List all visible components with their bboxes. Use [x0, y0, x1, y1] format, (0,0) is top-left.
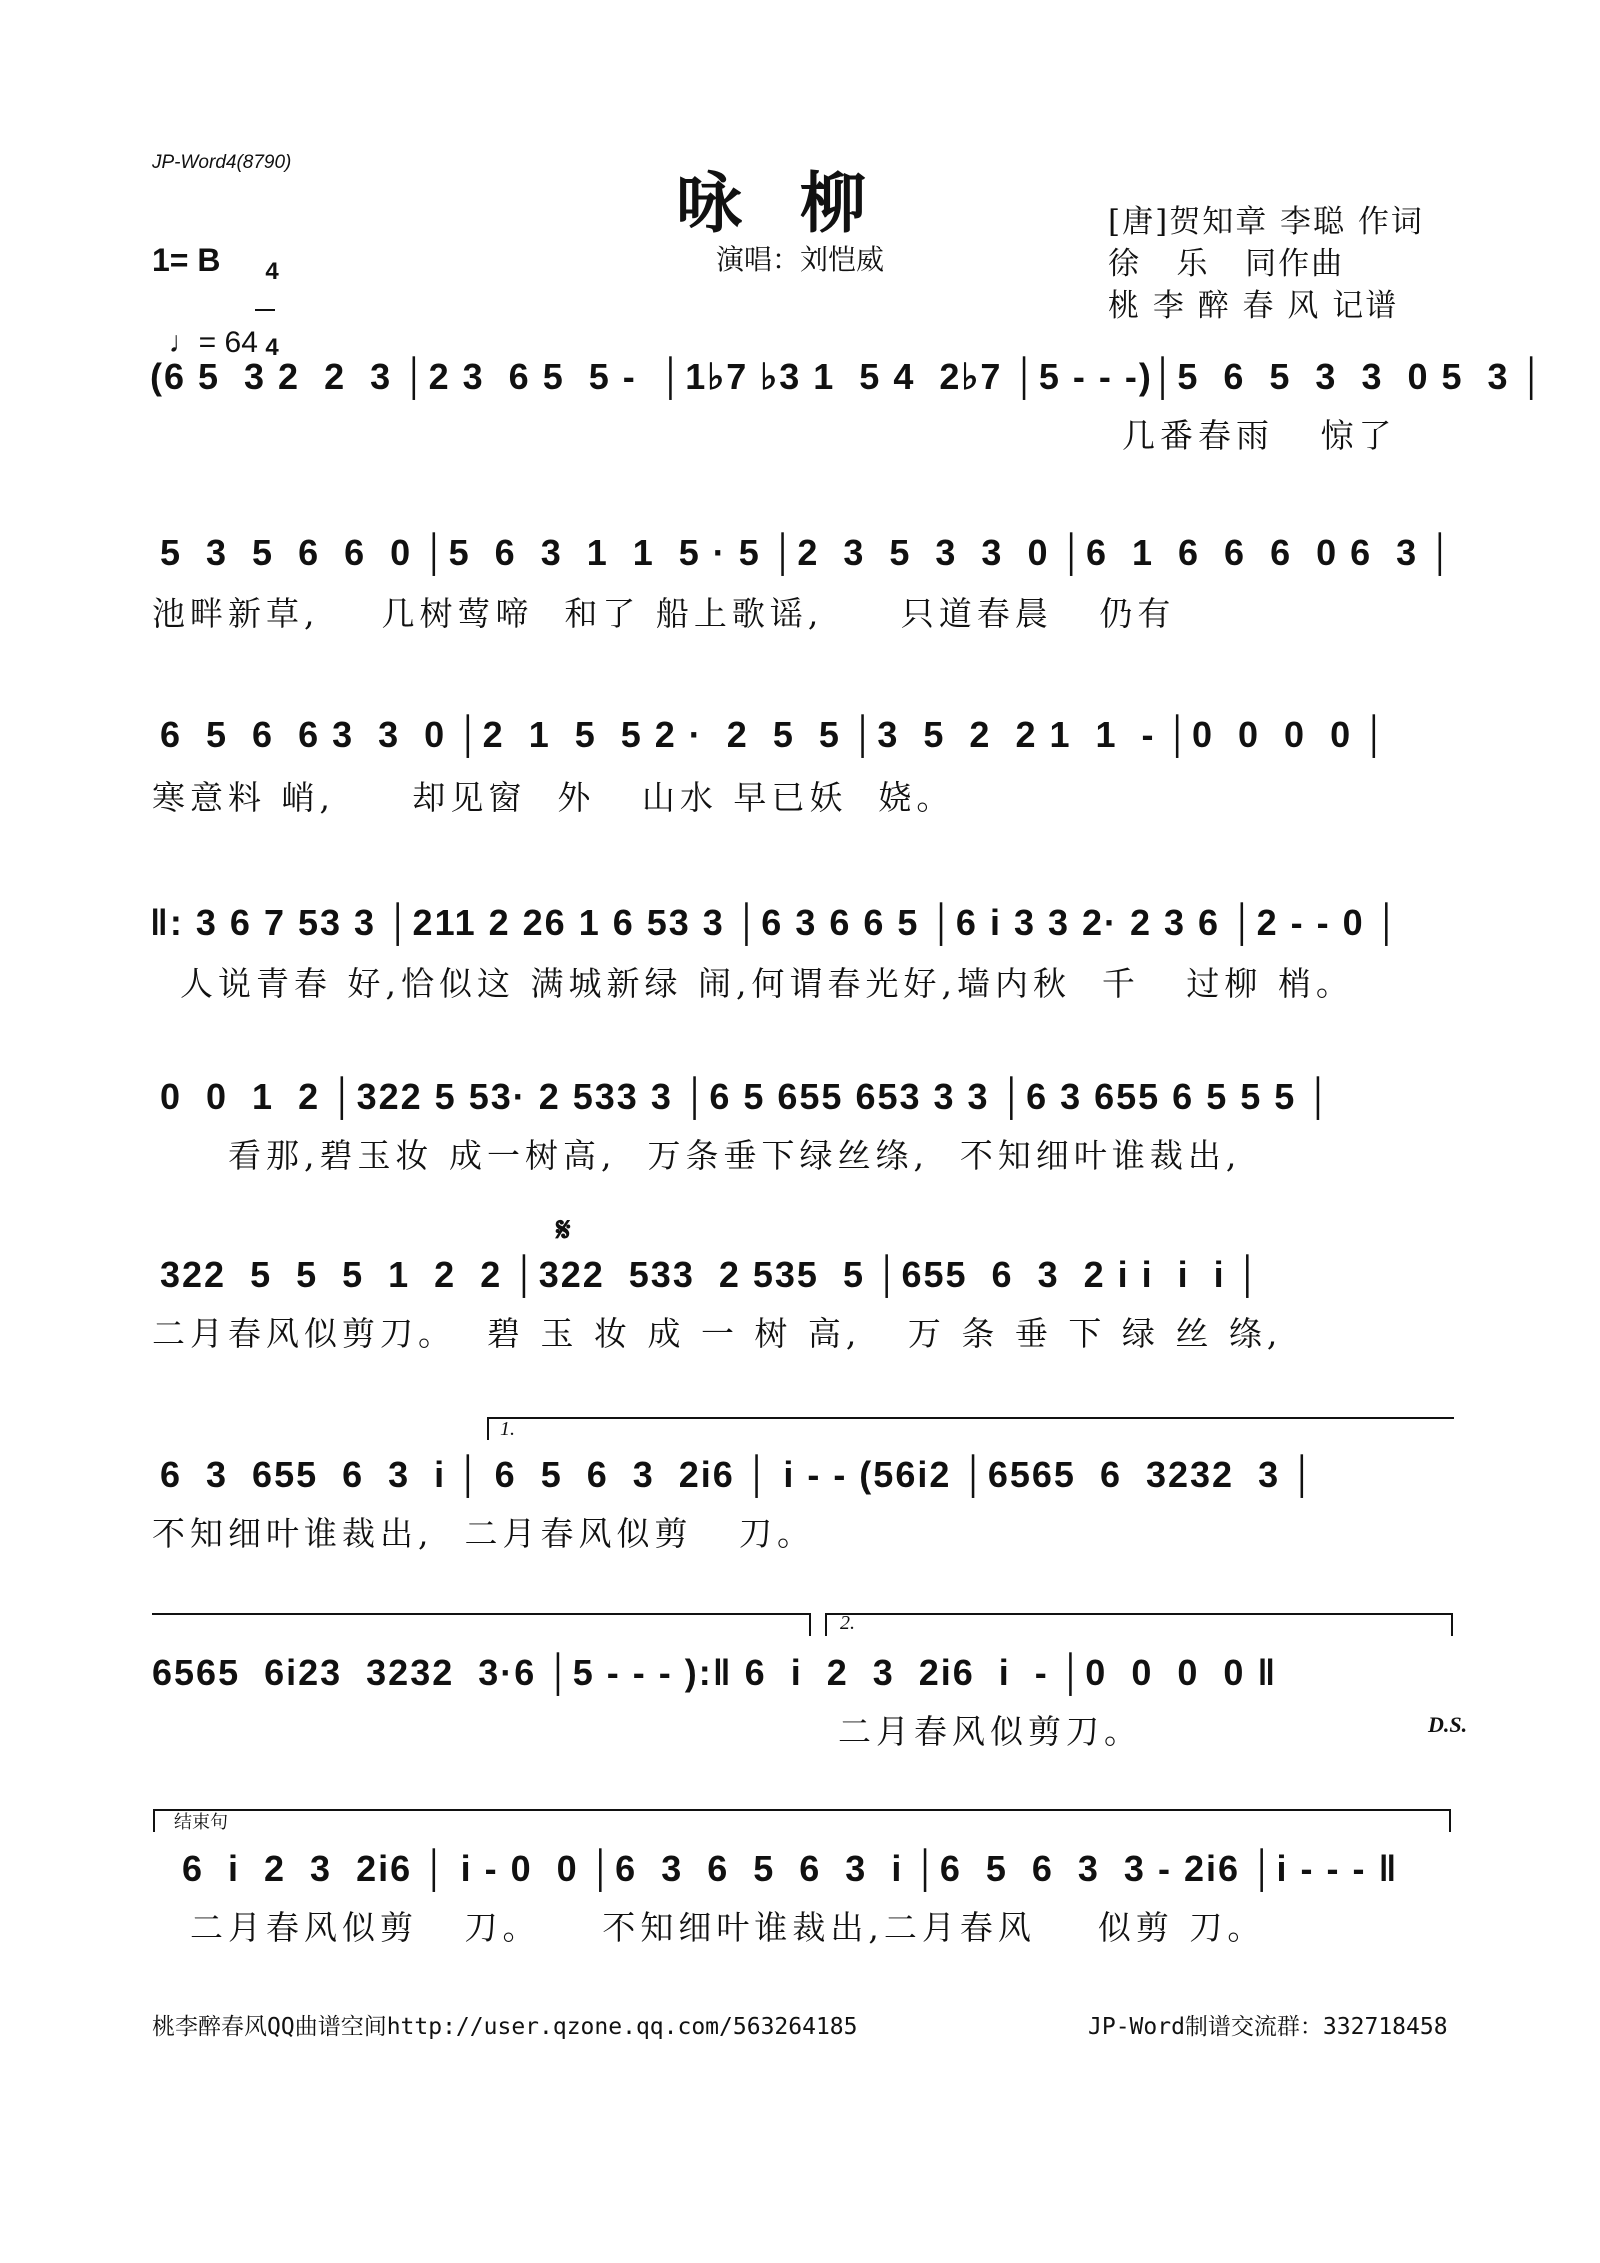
- system-5-notes: 0 0 1 2 │322 5 53· 2 533 3 │6 5 655 653 3 3 │6 3 655 6 5 5 5 │: [160, 1076, 1333, 1117]
- footer-right: JP-Word制谱交流群：332718458: [1088, 2014, 1448, 2040]
- coda-bracket: [154, 1810, 1450, 1832]
- volta-2-bracket: [826, 1614, 1452, 1636]
- credit-transcriber: 桃 李 醉 春 风 记谱: [1108, 288, 1399, 324]
- quarter-note-icon: ♩: [168, 326, 199, 359]
- key-signature: 1= B: [152, 242, 221, 278]
- credit-lyricist: [唐]贺知章 李聪 作词: [1108, 204, 1424, 240]
- system-1-lyrics: 几番春雨 惊了: [1122, 416, 1397, 455]
- system-3-lyrics: 寒意料 峭, 却见窗 外 山水 早已妖 娆。: [152, 778, 955, 817]
- time-signature-top: 4: [265, 258, 279, 285]
- performer: 演唱：刘恺威: [715, 243, 884, 276]
- volta-1-label: 1.: [500, 1418, 515, 1440]
- system-6-lyrics: 二月春风似剪刀。 碧 玉 妆 成 一 树 高, 万 条 垂 下 绿 丝 绦,: [152, 1314, 1283, 1353]
- system-5-lyrics: 看那,碧玉妆 成一树高, 万条垂下绿丝绦, 不知细叶谁裁出,: [228, 1136, 1242, 1175]
- system-4-lyrics: 人说青春 好,恰似这 满城新绿 闹,何谓春光好,墙内秋 千 过柳 梢。: [180, 964, 1354, 1003]
- system-9-lyrics: 二月春风似剪 刀。 不知细叶谁裁出,二月春风 似剪 刀。: [190, 1908, 1266, 1947]
- system-7-notes: 6 3 655 6 3 i │ 6 5 6 3 2i6 │ i - - (56i2 │6565 6 3232 3 │: [160, 1454, 1317, 1495]
- system-9-notes: 6 i 2 3 2i6 │ i - 0 0 │6 3 6 5 6 3 i │6 5 6 3 3 - 2i6 │i - - - ‖: [182, 1848, 1399, 1889]
- segno-sign: 𝄋: [556, 1212, 571, 1249]
- system-6-notes: 322 5 5 5 1 2 2 │322 533 2 535 5 │655 6 3 2 i i i i │: [160, 1254, 1263, 1295]
- volta-1-bracket: [488, 1418, 1454, 1440]
- ds-marking: D.S.: [1428, 1712, 1468, 1737]
- system-8-lyrics: 二月春风似剪刀。: [838, 1712, 1142, 1751]
- tempo-value: = 64: [198, 326, 258, 359]
- time-signature-bottom: 4: [265, 334, 279, 361]
- system-1-notes: (6 5 3 2 2 3 │2 3 6 5 5 - │1♭7 ♭3 1 5 4 2♭7 │5 - - -)│5 6 5 3 3 0 5 3 │: [150, 356, 1547, 397]
- volta-2-label: 2.: [840, 1612, 855, 1634]
- system-4-notes: ‖: 3 6 7 53 3 │211 2 26 1 6 53 3 │6 3 6 6 5 │6 i 3 3 2· 2 3 6 │2 - - 0 │: [150, 902, 1402, 943]
- volta-1-bracket-continuation: [152, 1614, 810, 1636]
- system-2-lyrics: 池畔新草, 几树莺啼 和了 船上歌谣, 只道春晨 仍有: [152, 594, 1176, 633]
- song-title: 咏柳: [676, 164, 924, 242]
- system-2-notes: 5 3 5 6 6 0 │5 6 3 1 1 5 · 5 │2 3 5 3 3 0 │6 1 6 6 6 0 6 3 │: [160, 532, 1455, 573]
- system-3-notes: 6 5 6 6 3 3 0 │2 1 5 5 2 · 2 5 5 │3 5 2 2 1 1 - │0 0 0 0 │: [160, 714, 1389, 755]
- credit-composer: 徐 乐 同作曲: [1108, 246, 1345, 282]
- system-8-notes: 6565 6i23 3232 3·6 │5 - - - ):‖ 6 i 2 3 2i6 i - │0 0 0 0 ‖: [152, 1652, 1278, 1693]
- footer-left: 桃李醉春风QQ曲谱空间http://user.qzone.qq.com/563264185: [152, 2014, 858, 2040]
- system-7-lyrics: 不知细叶谁裁出, 二月春风似剪 刀。: [152, 1514, 815, 1553]
- coda-label: 结束句: [174, 1812, 228, 1833]
- source-tag: JP-Word4(8790): [152, 152, 292, 173]
